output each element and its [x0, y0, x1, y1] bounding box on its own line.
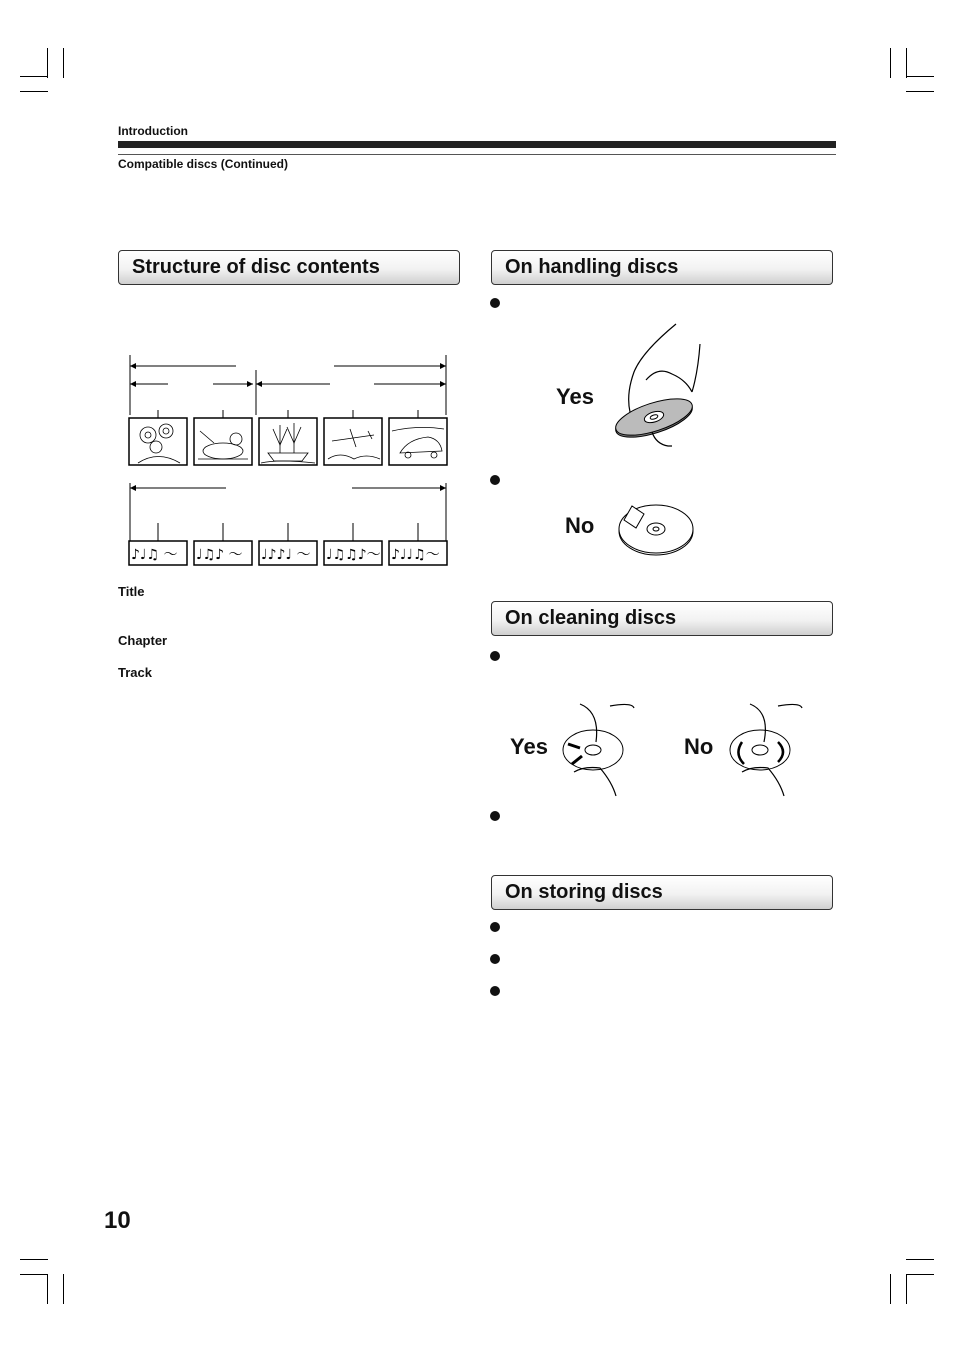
disc-structure-diagram — [118, 355, 458, 575]
crop-mark — [890, 1274, 891, 1304]
hand-holding-disc-icon — [612, 322, 712, 450]
crop-mark — [20, 91, 48, 92]
crop-mark — [906, 76, 934, 77]
storing-heading-box — [491, 875, 833, 910]
music-notes-3: ♩♪♪♩ ～ — [261, 547, 311, 563]
label-chapter: Chapter — [118, 633, 168, 648]
wiping-disc-circular-icon — [730, 702, 810, 796]
page-number: 10 — [104, 1207, 131, 1234]
handling-heading: On handling discs — [505, 256, 679, 278]
storing-heading: On storing discs — [505, 881, 663, 903]
crop-mark — [47, 48, 48, 78]
header-rule-thick — [118, 141, 836, 148]
crop-mark — [63, 48, 64, 78]
label-track: Track — [118, 665, 152, 680]
bullet — [490, 298, 500, 308]
bullet — [490, 651, 500, 661]
cleaning-heading: On cleaning discs — [505, 607, 677, 629]
cleaning-heading-box — [491, 601, 833, 636]
crop-mark — [47, 1274, 48, 1304]
handling-yes-label: Yes — [556, 384, 594, 409]
header-section: Introduction — [118, 124, 188, 138]
crop-mark — [20, 1259, 48, 1260]
music-notes-2: ♩♫♪ ～ — [196, 547, 243, 563]
bullet — [490, 811, 500, 821]
disc-with-label-icon — [618, 504, 696, 558]
crop-mark — [906, 1274, 934, 1275]
cleaning-no-label: No — [684, 734, 714, 759]
crop-mark — [20, 1274, 48, 1275]
music-notes-5: ♪♩♩♫～ — [391, 547, 440, 563]
bullet — [490, 922, 500, 932]
crop-mark — [63, 1274, 64, 1304]
header-subsection: Compatible discs (Continued) — [118, 157, 289, 171]
header-rule-thin — [118, 154, 836, 155]
wiping-disc-radially-icon — [560, 702, 640, 796]
label-title: Title — [118, 584, 145, 599]
structure-heading-box — [118, 250, 460, 285]
crop-mark — [906, 1274, 907, 1304]
handling-no-label: No — [565, 513, 595, 538]
music-notes-4: ♩♫♫♪～ — [326, 547, 381, 563]
structure-heading: Structure of disc contents — [132, 256, 380, 278]
crop-mark — [906, 91, 934, 92]
crop-mark — [20, 76, 48, 77]
crop-mark — [906, 48, 907, 78]
bullet — [490, 475, 500, 485]
crop-mark — [890, 48, 891, 78]
handling-heading-box — [491, 250, 833, 285]
bullet — [490, 986, 500, 996]
crop-mark — [906, 1259, 934, 1260]
bullet — [490, 954, 500, 964]
cleaning-yes-label: Yes — [510, 734, 548, 759]
music-notes-1: ♪♩♫ ～ — [131, 547, 178, 563]
